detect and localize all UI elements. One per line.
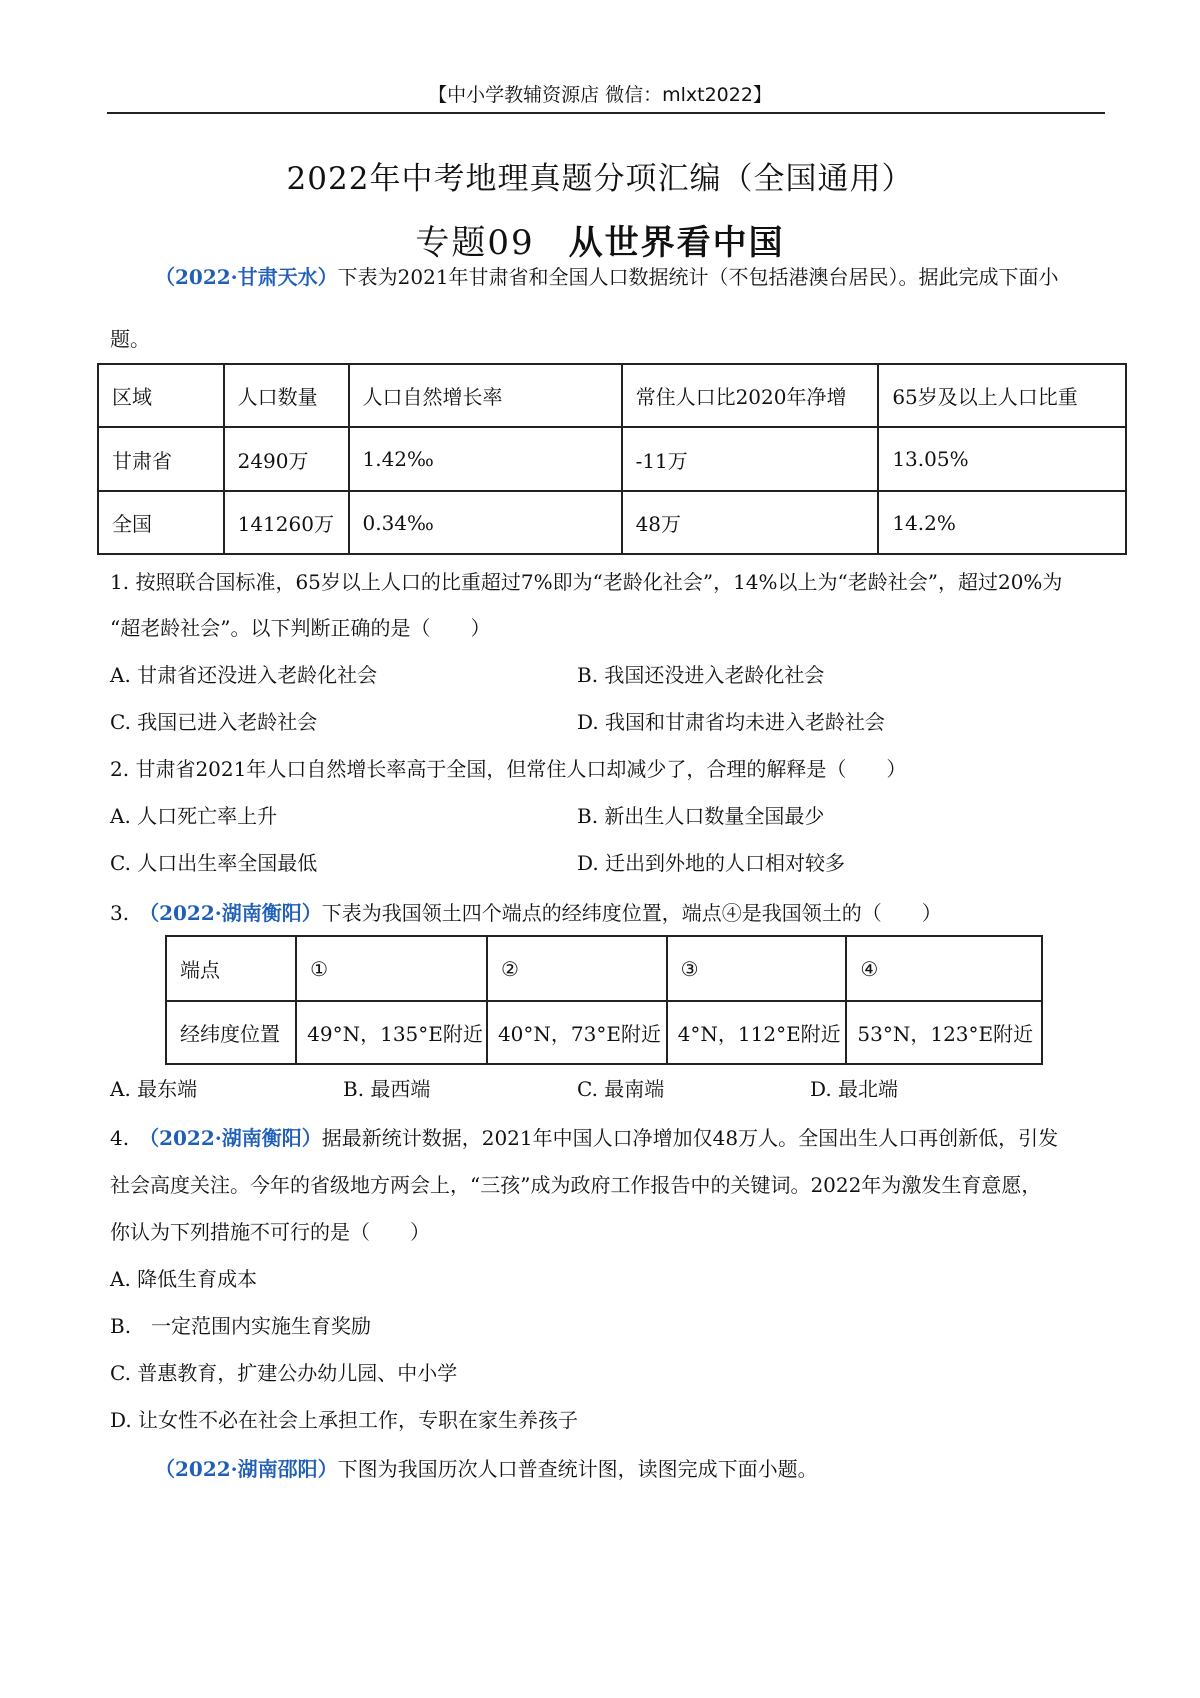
source-tag: （2022·湖南衡阳） <box>139 901 322 925</box>
table-row <box>98 427 1126 491</box>
table-cell: 2490万 <box>224 427 349 491</box>
header-divider <box>107 112 1105 114</box>
table-header-cell: 人口数量 <box>224 364 349 427</box>
table-header-row <box>166 936 1042 1001</box>
table-row <box>166 1001 1042 1064</box>
extreme-points-table <box>165 935 1043 1065</box>
table-header-row <box>98 364 1126 427</box>
question-2-stem: 2. 甘肃省2021年人口自然增长率高于全国，但常住人口却减少了，合理的解释是（ ） <box>110 757 907 781</box>
table-header-cell: ① <box>296 936 487 1001</box>
table-cell: 4°N，112°E附近 <box>667 1001 847 1064</box>
question-1-option-d: D. 我国和甘肃省均未进入老龄社会 <box>577 710 886 734</box>
intro-gansu-cont: 题。 <box>110 327 150 351</box>
table-cell: -11万 <box>622 427 879 491</box>
table-cell: 49°N，135°E附近 <box>296 1001 487 1064</box>
question-4-stem <box>110 1125 1058 1151</box>
intro-text: 下图为我国历次人口普查统计图，读图完成下面小题。 <box>337 1457 818 1481</box>
question-3-option-b: B. 最西端 <box>343 1077 431 1101</box>
table-cell: 141260万 <box>224 491 349 554</box>
question-number: 3. <box>110 901 130 925</box>
question-1-stem-cont: “超老龄社会”。以下判断正确的是（ ） <box>110 616 491 640</box>
question-3-stem <box>110 900 942 926</box>
topic-heading <box>0 215 1200 264</box>
table-cell: 14.2% <box>878 491 1126 554</box>
question-1-option-c: C. 我国已进入老龄社会 <box>110 710 318 734</box>
question-text: 下表为我国领土四个端点的经纬度位置，端点④是我国领土的（ ） <box>321 901 942 925</box>
intro-text: 下表为2021年甘肃省和全国人口数据统计（不包括港澳台居民）。据此完成下面小 <box>337 265 1059 289</box>
table-cell: 53°N，123°E附近 <box>846 1001 1042 1064</box>
question-1-option-a: A. 甘肃省还没进入老龄化社会 <box>110 663 378 687</box>
question-2-option-c: C. 人口出生率全国最低 <box>110 851 318 875</box>
page-header: 【中小学教辅资源店 微信：mlxt2022】 <box>428 84 772 106</box>
question-3-option-d: D. 最北端 <box>810 1077 899 1101</box>
table-cell: 1.42‰ <box>349 427 622 491</box>
table-header-cell: 65岁及以上人口比重 <box>878 364 1126 427</box>
table-cell: 13.05% <box>878 427 1126 491</box>
table-cell: 0.34‰ <box>349 491 622 554</box>
source-tag: （2022·湖南衡阳） <box>139 1126 322 1150</box>
question-4-option-b: B. 一定范围内实施生育奖励 <box>110 1314 372 1338</box>
question-3-option-a: A. 最东端 <box>110 1077 198 1101</box>
table-header-cell: 常住人口比2020年净增 <box>622 364 879 427</box>
question-4-stem-cont2: 你认为下列措施不可行的是（ ） <box>110 1220 430 1244</box>
question-1-option-b: B. 我国还没进入老龄化社会 <box>577 663 825 687</box>
question-4-option-d: D. 让女性不必在社会上承担工作，专职在家生养孩子 <box>110 1408 579 1432</box>
table-cell: 经纬度位置 <box>166 1001 296 1064</box>
table-cell: 40°N，73°E附近 <box>487 1001 667 1064</box>
population-table <box>97 363 1127 555</box>
intro-shaoyang <box>155 1456 818 1482</box>
question-4-stem-cont: 社会高度关注。今年的省级地方两会上，“三孩”成为政府工作报告中的关键词。2022年为激发生育意愿， <box>110 1173 1042 1197</box>
question-number: 4. <box>110 1126 130 1150</box>
question-3-option-c: C. 最南端 <box>577 1077 665 1101</box>
table-header-cell: ② <box>487 936 667 1001</box>
question-2-option-a: A. 人口死亡率上升 <box>110 804 278 828</box>
question-text: 据最新统计数据，2021年中国人口净增加仅48万人。全国出生人口再创新低，引发 <box>321 1126 1059 1150</box>
table-header-cell: ④ <box>846 936 1042 1001</box>
question-2-option-b: B. 新出生人口数量全国最少 <box>577 804 825 828</box>
intro-gansu <box>155 264 1059 290</box>
topic-text: 从世界看中国 <box>568 223 785 263</box>
table-cell: 48万 <box>622 491 879 554</box>
table-cell: 甘肃省 <box>98 427 224 491</box>
question-1-stem: 1. 按照联合国标准，65岁以上人口的比重超过7%即为“老龄化社会”，14%以上为“老龄社会”，超过20%为 <box>110 570 1063 594</box>
table-header-cell: ③ <box>667 936 847 1001</box>
source-tag: （2022·湖南邵阳） <box>155 1457 338 1481</box>
source-tag: （2022·甘肃天水） <box>155 265 338 289</box>
table-row <box>98 491 1126 554</box>
question-4-option-a: A. 降低生育成本 <box>110 1267 258 1291</box>
table-cell: 全国 <box>98 491 224 554</box>
table-header-cell: 端点 <box>166 936 296 1001</box>
question-2-option-d: D. 迁出到外地的人口相对较多 <box>577 851 846 875</box>
question-4-option-c: C. 普惠教育，扩建公办幼儿园、中小学 <box>110 1361 458 1385</box>
table-header-cell: 区域 <box>98 364 224 427</box>
topic-number: 专题09 <box>415 223 535 263</box>
document-title: 2022年中考地理真题分项汇编（全国通用） <box>286 161 914 197</box>
table-header-cell: 人口自然增长率 <box>349 364 622 427</box>
